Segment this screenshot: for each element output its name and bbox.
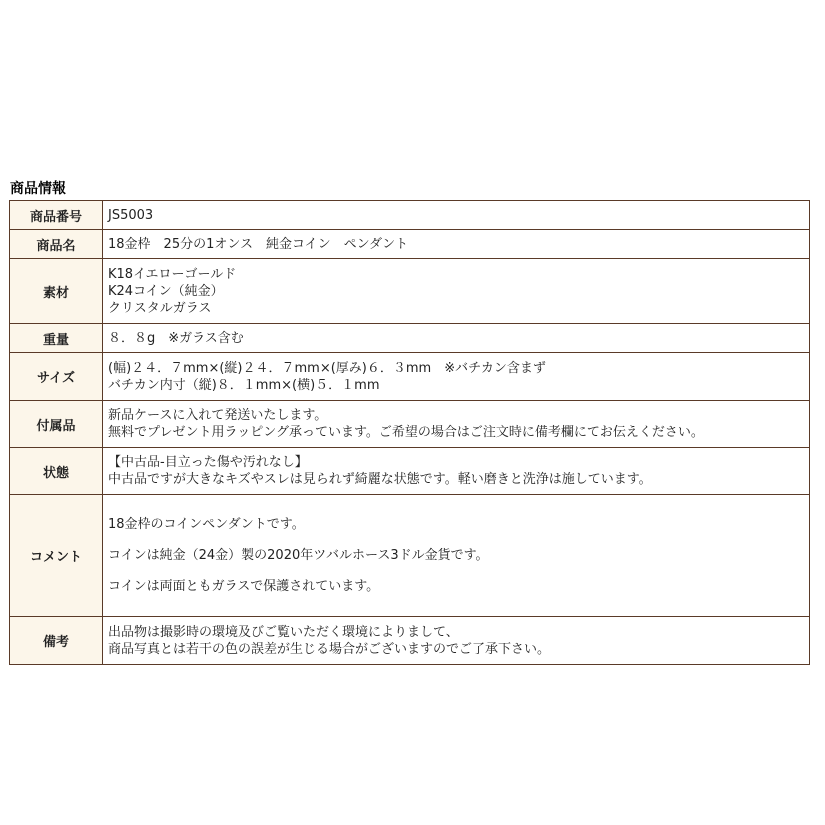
accessories-line: 無料でプレゼント用ラッピング承っています。ご希望の場合はご注文時に備考欄にてお伝えください。 [108,425,704,440]
size-line: バチカン内寸（縦)８．１mm×(横)５．１mm [108,377,380,393]
comment-line: コインは両面ともガラスで保護されています。 [108,579,380,594]
comment-line: コインは純金（24金）製の2020年ツバルホース3ドル金貨です。 [108,548,489,563]
product-spec-table [9,200,810,665]
value-weight: ８．８g ※ガラス含む [103,324,810,353]
label-condition: 状態 [10,448,103,495]
size-line: (幅)２４．７mm×(縦)２４．７mm×(厚み)６．３mm ※バチカン含まず [108,360,546,376]
value-accessories [103,401,810,448]
row-size [10,353,810,401]
value-comment [103,495,810,617]
value-product-number: JS5003 [103,201,810,230]
remarks-line: 商品写真とは若干の色の誤差が生じる場合がございますのでご了承下さい。 [108,641,551,657]
remarks-line: 出品物は撮影時の環境及びご覧いただく環境によりまして、 [108,624,459,640]
row-product-number [10,201,810,230]
row-condition [10,448,810,495]
label-remarks: 備考 [10,617,103,665]
condition-line: 【中古品-目立った傷や汚れなし】 [108,455,308,470]
row-accessories [10,401,810,448]
value-material [103,259,810,324]
section-title: 商品情報 [10,181,66,197]
label-weight: 重量 [10,324,103,353]
row-remarks [10,617,810,665]
row-product-name [10,230,810,259]
label-material: 素材 [10,259,103,324]
value-remarks [103,617,810,665]
row-material [10,259,810,324]
accessories-line: 新品ケースに入れて発送いたします。 [108,408,328,423]
value-product-name: 18金枠 25分の1オンス 純金コイン ペンダント [103,230,810,259]
material-line: K18イエローゴールド [108,266,237,282]
comment-line: 18金枠のコインペンダントです。 [108,517,305,532]
value-condition [103,448,810,495]
label-product-number: 商品番号 [10,201,103,230]
material-line: K24コイン（純金） [108,283,224,299]
condition-line: 中古品ですが大きなキズやスレは見られず綺麗な状態です。軽い磨きと洗浄は施しています。 [108,472,652,487]
row-weight [10,324,810,353]
value-size [103,353,810,401]
label-size: サイズ [10,353,103,401]
material-line: クリスタルガラス [108,300,212,316]
label-product-name: 商品名 [10,230,103,259]
row-comment [10,495,810,617]
label-accessories: 付属品 [10,401,103,448]
label-comment: コメント [10,495,103,617]
product-info-section [9,178,810,665]
